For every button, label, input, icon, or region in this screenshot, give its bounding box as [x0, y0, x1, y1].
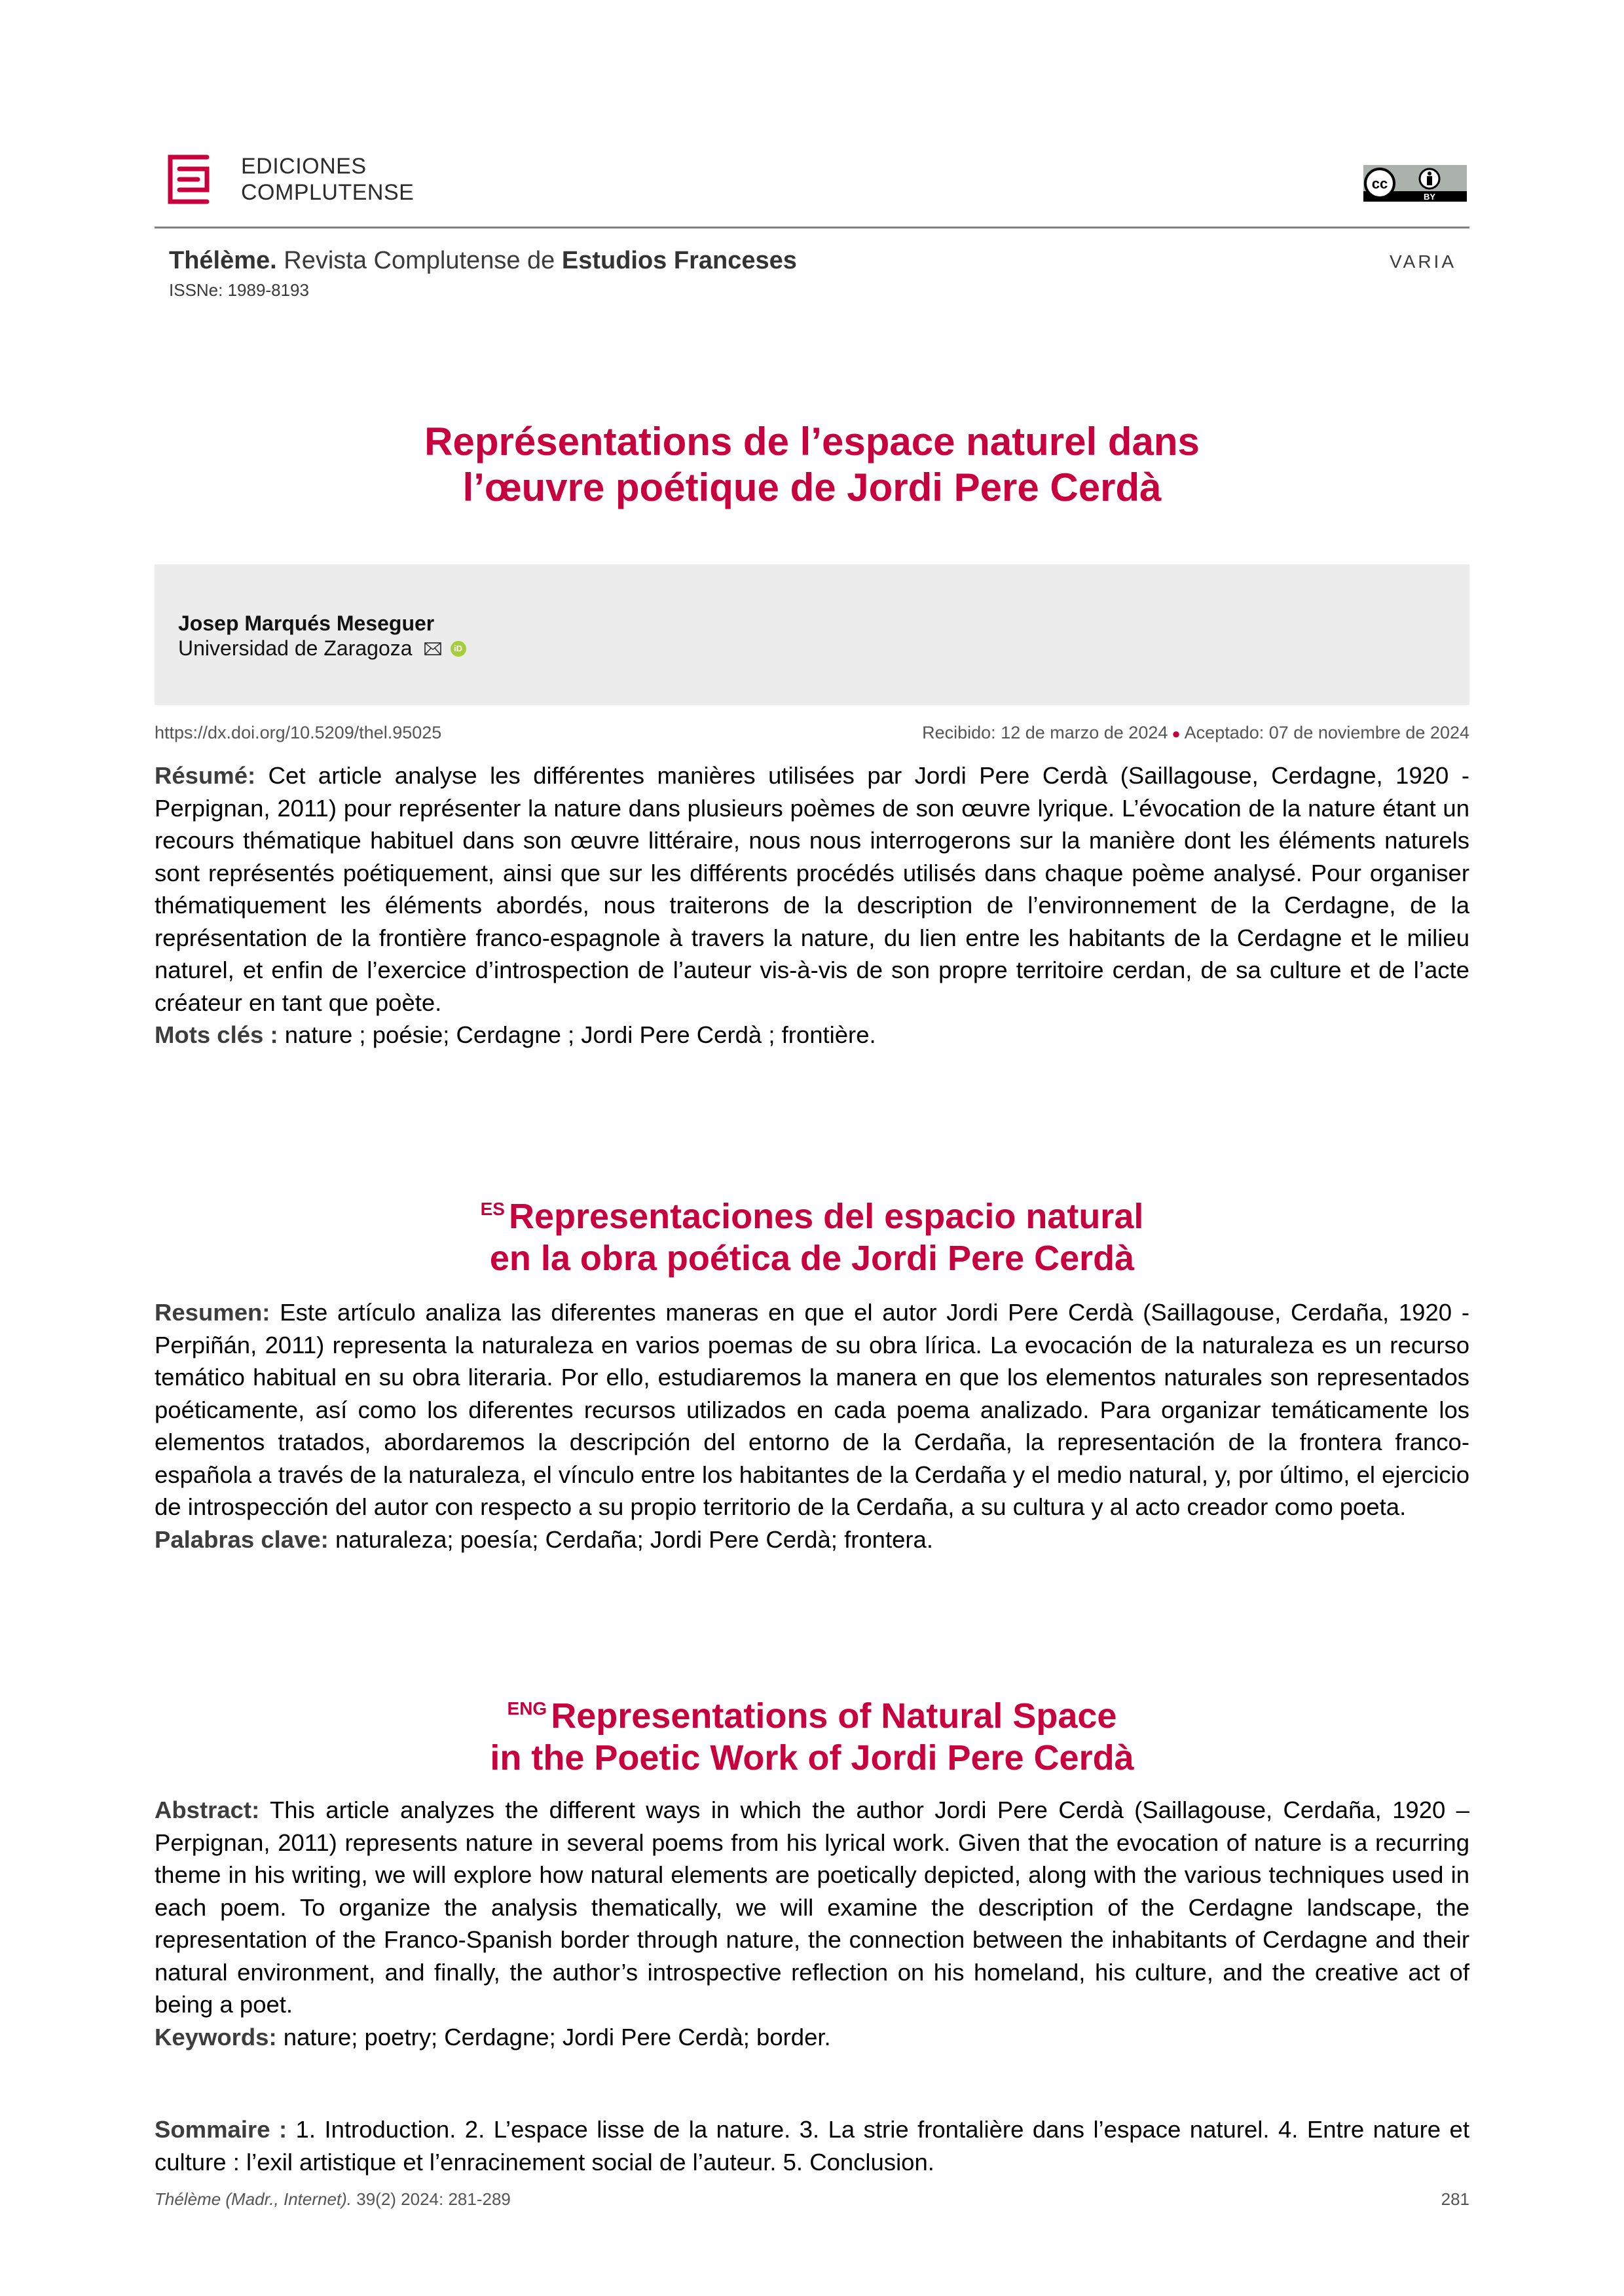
publisher-name [241, 153, 414, 206]
page-number: 281 [1441, 2189, 1469, 2209]
abstract-es-text: Este artículo analiza las diferentes maneras en que el autor Jordi Pere Cerdà (Saillagouse, Cerdaña, 1920 - Perpiñán, 2011) representa la naturaleza en varios poemas de su obra lírica. La evocación de la naturaleza es un recurso temático habitual en su obra literaria. Por ello, estudiaremos la manera en que los elementos naturales son representados poéticamente, así como los diferentes recursos utilizados en cada poema analizado. Para organizar temáticamente los elementos tratados, abordaremos la descripción del entorno de la Cerdaña, la representación de la frontera franco-española a través de la naturaleza, el vínculo entre los habitantes de la Cerdaña y el medio natural, y, por último, el ejercicio de introspección del autor con respecto a su propio territorio de la Cerdaña, a su cultura y al acto creador como poeta. [155, 1299, 1469, 1520]
publisher-header [155, 149, 1469, 228]
footer-citation [155, 2189, 511, 2210]
abstract-es-body [155, 1296, 1469, 1523]
keywords-es-label: Palabras clave: [155, 1525, 329, 1553]
lang-tag-en: ENG [507, 1698, 547, 1719]
section-tag: VARIA [1390, 251, 1456, 272]
footer-journal: Thélème (Madr., Internet). [155, 2189, 352, 2209]
journal-name-bold: Thélème. [169, 247, 277, 274]
abstract-en [155, 1794, 1469, 2053]
svg-text:BY: BY [1423, 192, 1436, 202]
abstract-fr-label: Résumé: [155, 762, 256, 789]
title-en-line2: in the Poetic Work of Jordi Pere Cerdà [490, 1738, 1134, 1777]
title-es-line2: en la obra poética de Jordi Pere Cerdà [489, 1239, 1135, 1278]
separator-dot-icon: ● [1172, 725, 1181, 742]
ediciones-complutense-logo-icon [168, 155, 210, 204]
abstract-fr [155, 759, 1469, 1051]
article-title-line1: Représentations de l’espace naturel dans [424, 420, 1200, 464]
keywords-fr-label: Mots clés : [155, 1021, 278, 1048]
keywords-es-text: naturaleza; poesía; Cerdaña; Jordi Pere Cerdà; frontera. [335, 1525, 934, 1553]
article-title-line2: l’œuvre poétique de Jordi Pere Cerdà [462, 465, 1162, 509]
title-en-line1: Representations of Natural Space [551, 1696, 1117, 1736]
abstract-en-label: Abstract: [155, 1796, 260, 1823]
abstract-en-text: This article analyzes the different ways in which the author Jordi Pere Cerdà (Saillagouse, Cerdaña, 1920 – Perpignan, 2011) represents nature in several poems from his lyrical work. Given that the evocation of nature is a recurring theme in his writing, we will explore how natural elements are poetically depicted, along with the various techniques used in each poem. To organize the analysis thematically, we will examine the description of the Cerdagne landscape, the representation of the Franco-Spanish border through nature, the connection between the inhabitants of Cerdagne and their natural environment, and finally, the author’s introspective reflection on his homeland, his culture, and the creative act of being a poet. [155, 1796, 1469, 2018]
svg-text:cc: cc [1371, 175, 1388, 192]
orcid-icon[interactable]: iD [451, 641, 466, 657]
journal-name-bold2: Estudios Franceses [561, 247, 797, 274]
keywords-en [155, 2021, 1469, 2054]
abstract-es [155, 1296, 1469, 1556]
doi-link[interactable]: https://dx.doi.org/10.5209/thel.95025 [155, 723, 442, 742]
keywords-es [155, 1523, 1469, 1556]
author-box [155, 564, 1469, 705]
title-es-line1: Representaciones del espacio natural [508, 1197, 1144, 1236]
publisher-name-line2: COMPLUTENSE [241, 180, 415, 205]
abstract-fr-text: Cet article analyse les différentes manières utilisées par Jordi Pere Cerdà (Saillagouse, Cerdagne, 1920 - Perpignan, 2011) pour représenter la nature dans plusieurs poèmes de son œuvre lyrique. L’évocation de la nature étant un recours thématique habituel dans son œuvre littéraire, nous nous interrogerons sur la manière dont les éléments naturels sont représentés poétiquement, ainsi que sur les différents procédés utilisés dans chaque poème analysé. Pour organiser thématiquement les éléments abordés, nous traiterons de la description de l’environnement de la Cerdagne, de la représentation de la frontière franco-espagnole à travers la nature, du lien entre les habitants de la Cerdagne et le milieu naturel, et enfin de l’exercice d’introspection de l’auteur vis-à-vis de son propre territoire cerdan, de sa culture et de l’acte créateur en tant que poète. [155, 762, 1469, 1016]
abstract-fr-body [155, 759, 1469, 1019]
received-date: Recibido: 12 de marzo de 2024 [922, 723, 1168, 742]
author-affiliation-row [178, 636, 466, 661]
abstract-es-label: Resumen: [155, 1299, 270, 1326]
footer-volume: 39(2) 2024: 281-289 [352, 2189, 511, 2209]
keywords-fr-text: nature ; poésie; Cerdagne ; Jordi Pere Cerdà ; frontière. [284, 1021, 876, 1048]
publisher-name-line1: EDICIONES [241, 154, 367, 179]
cc-by-license-icon[interactable] [1363, 165, 1467, 202]
journal-title [169, 246, 797, 275]
sommaire-text: 1. Introduction. 2. L’espace lisse de la nature. 3. La strie frontalière dans l’espace naturel. 4. Entre nature et culture : l’exil artistique et l’enracinement social de l’auteur. 5. Conclusion. [155, 2116, 1469, 2176]
journal-name-middle: Revista Complutense de [276, 247, 562, 274]
title-en [155, 1688, 1469, 1779]
journal-issn: ISSNe: 1989-8193 [169, 280, 309, 300]
keywords-en-text: nature; poetry; Cerdagne; Jordi Pere Cerdà; border. [283, 2023, 831, 2050]
accepted-date: Aceptado: 07 de noviembre de 2024 [1184, 723, 1469, 742]
table-of-contents [155, 2113, 1469, 2178]
sommaire-label: Sommaire : [155, 2116, 287, 2143]
article-dates [922, 723, 1469, 743]
lang-tag-es: ES [480, 1199, 505, 1219]
keywords-fr [155, 1019, 1469, 1051]
mail-icon[interactable] [424, 642, 441, 655]
title-es [155, 1188, 1469, 1279]
header-divider [155, 227, 1469, 228]
abstract-en-body [155, 1794, 1469, 2021]
author-affiliation: Universidad de Zaragoza [178, 636, 413, 660]
keywords-en-label: Keywords: [155, 2023, 277, 2050]
article-title [155, 419, 1469, 511]
author-name: Josep Marqués Meseguer [178, 611, 435, 635]
